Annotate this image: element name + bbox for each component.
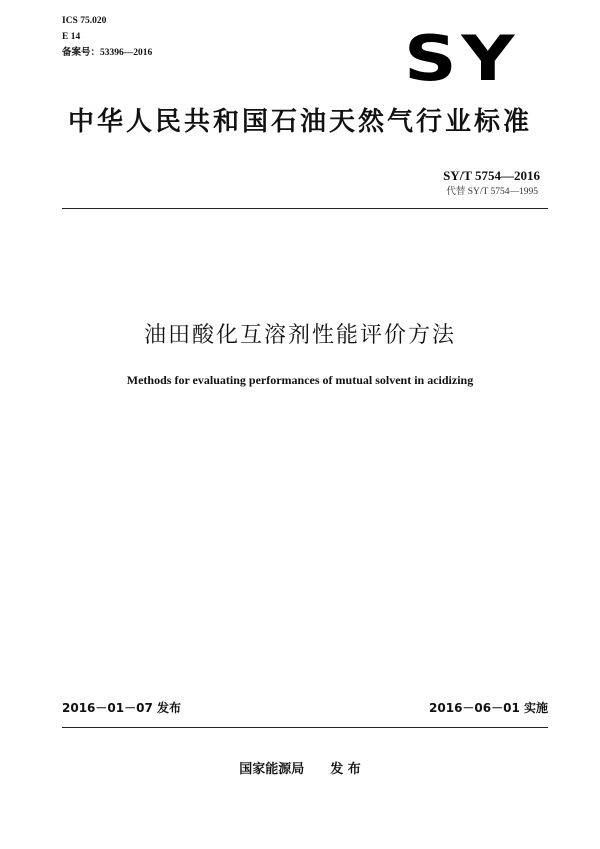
implementation-date: 2016－06－01 实施 xyxy=(429,701,548,715)
standard-number: SY/T 5754—2016 xyxy=(443,168,540,183)
publisher-action: 发 布 xyxy=(330,762,361,777)
replaces-standard: 代替 SY/T 5754—1995 xyxy=(446,187,538,197)
record-number: 备案号：53396—2016 xyxy=(62,48,153,58)
industry-standard-title: 中华人民共和国石油天然气行业标准 xyxy=(67,107,532,137)
bottom-divider xyxy=(62,727,548,728)
publisher-line xyxy=(0,761,600,779)
top-divider xyxy=(62,208,548,209)
ccs-code: E 14 xyxy=(62,32,81,42)
document-title-english: Methods for evaluating performances of mutual solvent in acidizing xyxy=(126,373,474,387)
issue-date: 2016－01－07 发布 xyxy=(62,701,181,715)
publisher-name: 国家能源局 xyxy=(239,762,305,777)
sy-logo: SY xyxy=(404,22,520,95)
classification-block xyxy=(62,13,152,61)
document-title-chinese: 油田酸化互溶剂性能评价方法 xyxy=(143,323,456,348)
ics-code: ICS 75.020 xyxy=(62,16,107,26)
